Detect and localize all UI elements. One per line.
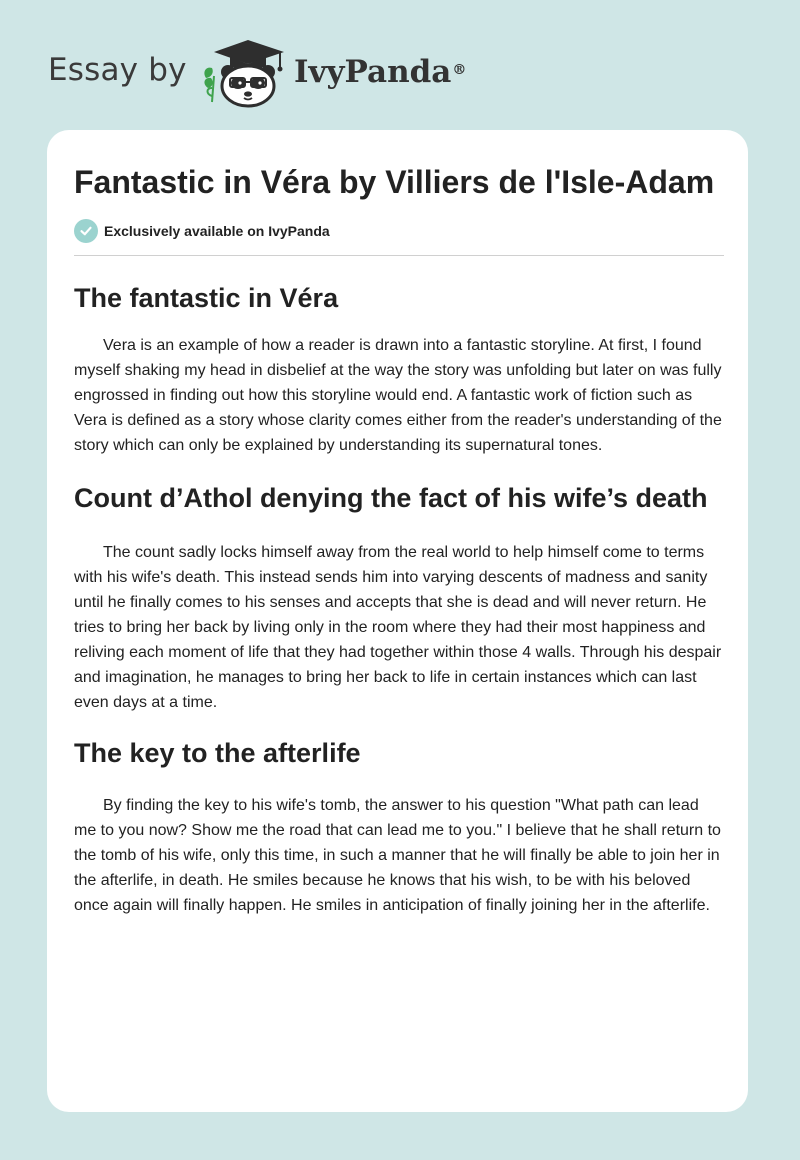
- panda-logo-icon[interactable]: [200, 38, 292, 108]
- section-body-afterlife: By finding the key to his wife's tomb, the answer to his question "What path can lead me to you now? Show me the road that can lead me to you." I believe that he shall return to the tomb of his wife, only this time, in such a manner that he will finally be able to join her in the afterlife, in death. He smiles because he knows that his wish, to be with his beloved once again will finally happen. He smiles in anticipation of finally joining her in the afterlife.: [74, 797, 721, 914]
- check-icon: [74, 219, 98, 243]
- section-heading-fantastic: The fantastic in Véra: [74, 283, 339, 313]
- title-divider: [74, 255, 724, 256]
- registered-mark: ®: [452, 62, 467, 78]
- site-header: [0, 0, 800, 120]
- badge-label: Exclusively available on IvyPanda: [104, 223, 330, 239]
- section-body-denial: The count sadly locks himself away from the real world to help himself come to terms with his wife's death. This instead sends him into varying descents of madness and sanity until he finally comes to his senses and accepts that she is dead and will never return. He tries to bring her back by living only in the room where they had their most happiness and reliving each moment of life that they had together within those 4 walls. Through his despair and imagination, he manages to bring her back to life in certain instances which can last even days at a time.: [74, 544, 722, 711]
- essay-by-label: Essay by: [48, 52, 187, 88]
- section-heading-afterlife: The key to the afterlife: [74, 738, 361, 768]
- exclusive-badge: [74, 219, 724, 243]
- essay-card: [47, 130, 748, 1112]
- essay-title: Fantastic in Véra by Villiers de l'Isle-Adam: [74, 164, 715, 200]
- essay-content: [74, 162, 724, 918]
- brand-name[interactable]: [294, 52, 466, 92]
- section-body-fantastic: Vera is an example of how a reader is drawn into a fantastic storyline. At first, I found myself shaking my head in disbelief at the way the story was unfolding but later on was fully engrossed in finding out how this storyline would end. A fantastic work of fiction such as Vera is defined as a story whose clarity comes either from the reader's understanding of the story which can only be explained by understanding its supernatural tones.: [74, 337, 722, 454]
- brand-name-text: IvyPanda: [294, 54, 452, 90]
- section-heading-denial: Count d’Athol denying the fact of his wife’s death: [74, 483, 708, 513]
- leaf-icon: [204, 68, 214, 102]
- panda-face-icon: [221, 65, 275, 106]
